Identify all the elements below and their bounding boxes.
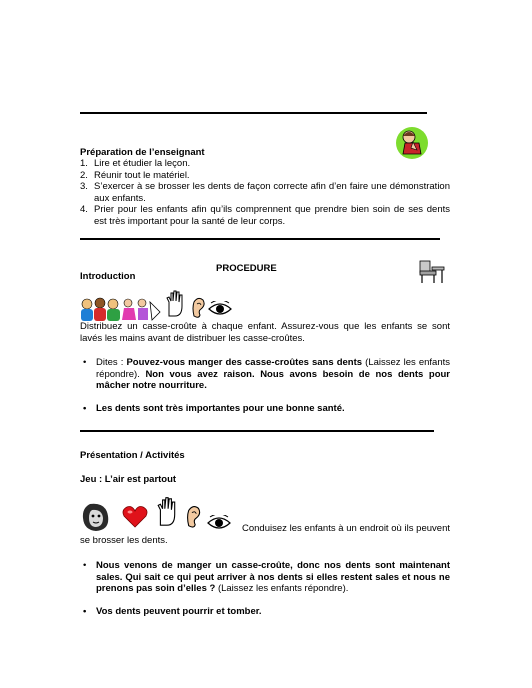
list-item: 1. Lire et étudier la leçon. <box>80 158 191 169</box>
hand-icon <box>165 290 185 318</box>
game-title: Jeu : L’air est partout <box>80 474 177 485</box>
eye-icon <box>208 301 232 317</box>
introduction-heading: Introduction <box>80 271 136 282</box>
preparation-title: Préparation de l’enseignant <box>80 147 205 158</box>
list-item: • Vos dents peuvent pourrir et tomber. <box>83 606 262 617</box>
praying-child-icon <box>395 126 429 160</box>
procedure-title: PROCEDURE <box>216 263 277 274</box>
children-group-icon <box>80 296 122 322</box>
presentation-text: Conduisez les enfants à un endroit où ils peuvent se brosser les dents. <box>80 523 450 546</box>
section-rule <box>80 430 434 432</box>
people-icon <box>122 298 162 322</box>
list-item: 2. Réunir tout le matériel. <box>80 169 190 181</box>
list-item: • Dites : Pouvez-vous manger des casse-croûtes sans dents (Laissez les enfants répondre). Non vous avez raison. Nous avons besoin de nos dents pour mâcher notre nourriture. <box>83 357 451 391</box>
ear-icon <box>190 296 206 320</box>
top-rule <box>80 112 427 114</box>
list-item: 4. Prier pour les enfants afin qu’ils comprennent que prendre bien soin de ses dents est très important pour la santé de leur corps. <box>80 204 450 227</box>
section-rule <box>80 238 440 240</box>
preparation-list <box>80 158 450 227</box>
list-item: • Les dents sont très importantes pour une bonne santé. <box>83 403 345 414</box>
presentation-title: Présentation / Activités <box>80 450 185 461</box>
list-item: 3. S’exercer à se brosser les dents de façon correcte afin d’en faire une démonstration aux enfants. <box>80 181 450 204</box>
chair-desk-icon <box>418 258 446 284</box>
list-item: • Nous venons de manger un casse-croûte, donc nos dents sont maintenant sales. Qui sait ce qui peut arriver à nos dents si elles restent sales et nous ne prenons pas soin d’elles ? (Laissez les enfants répondre). <box>83 560 450 594</box>
introduction-text: Distribuez un casse-croûte à chaque enfant. Assurez-vous que les enfants se sont lavés les mains avant de distribuer les casse-croûtes. <box>80 321 450 344</box>
